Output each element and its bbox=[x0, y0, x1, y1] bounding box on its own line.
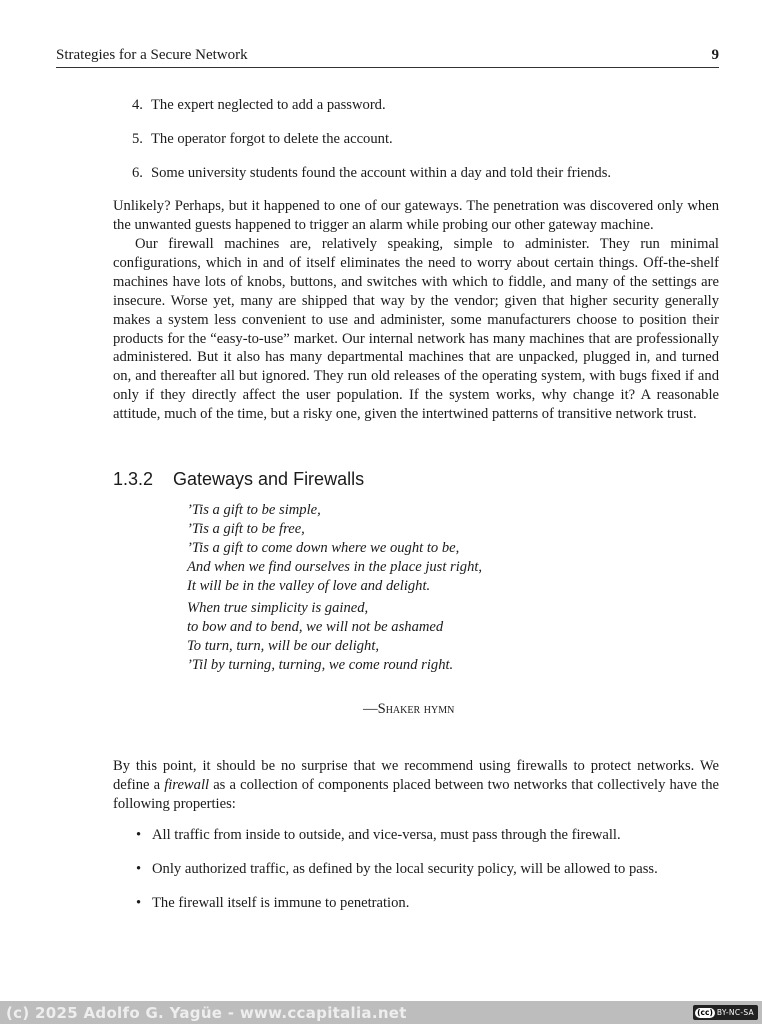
numbered-list-item bbox=[132, 131, 393, 148]
numbered-list-item bbox=[132, 97, 386, 114]
definition-text-before: By this point, it should be no surprise that we recommend using firewalls to protect networks. We define a bbox=[113, 758, 719, 793]
item-number: 6. bbox=[132, 165, 143, 181]
license-label: BY-NC-SA bbox=[716, 1008, 754, 1017]
page-number: 9 bbox=[711, 47, 719, 63]
definition-term: firewall bbox=[164, 776, 210, 793]
running-header bbox=[56, 47, 719, 68]
section-heading bbox=[113, 468, 364, 490]
verse-line: ’Tis a gift to be simple, bbox=[187, 502, 321, 518]
definition-text-after: as a collection of components placed between two networks that collectively have the following properties: bbox=[113, 776, 719, 812]
verse-line: And when we find ourselves in the place just right, bbox=[187, 559, 483, 575]
verse-line: To turn, turn, will be our delight, bbox=[187, 638, 380, 654]
verse-line: ’Tis a gift to be free, bbox=[187, 521, 305, 537]
bullet-icon: • bbox=[136, 895, 142, 911]
bullet-icon: • bbox=[136, 861, 142, 877]
section-title: Gateways and Firewalls bbox=[173, 469, 365, 489]
verse-line: It will be in the valley of love and delight. bbox=[187, 578, 431, 594]
watermark-text: (c) 2025 Adolfo G. Yagüe - www.ccapitalia.net bbox=[6, 1003, 407, 1022]
watermark-bar bbox=[0, 1001, 762, 1024]
numbered-list-item bbox=[132, 165, 611, 182]
bullet-text: Only authorized traffic, as defined by the local security policy, will be allowed to pass. bbox=[152, 861, 658, 877]
item-text: The expert neglected to add a password. bbox=[151, 97, 386, 113]
section-number: 1.3.2 bbox=[113, 469, 154, 489]
attribution-dash: — bbox=[363, 701, 378, 717]
item-number: 4. bbox=[132, 97, 143, 113]
verse-line: ’Til by turning, turning, we come round right. bbox=[187, 657, 454, 673]
verse-line: When true simplicity is gained, bbox=[187, 600, 369, 616]
item-number: 5. bbox=[132, 131, 143, 147]
verse-line: to bow and to bend, we will not be ashamed bbox=[187, 619, 444, 635]
verse-line: ’Tis a gift to come down where we ought to be, bbox=[187, 540, 460, 556]
bullet-item bbox=[136, 826, 621, 844]
paragraph-firewall-definition bbox=[113, 757, 719, 814]
cc-icon: (cc) bbox=[697, 1007, 713, 1017]
attribution-source: Shaker hymn bbox=[377, 701, 455, 717]
cc-license-badge[interactable] bbox=[693, 1005, 758, 1020]
bullet-item bbox=[136, 860, 658, 878]
bullet-text: All traffic from inside to outside, and vice-versa, must pass through the firewall. bbox=[152, 827, 621, 843]
running-title: Strategies for a Secure Network bbox=[56, 47, 248, 63]
paragraph-firewall-machines: Our firewall machines are, relatively speaking, simple to administer. They run minimal configurations, which in and of itself eliminates the need to worry about certain things. Off-the-shelf machines have lots of knobs, buttons, and switches with which to fiddle, and many of the settings are insecure. Worse yet, many are shipped that way by the vendor; given that higher security generally makes a system less convenient to use and administer, some manufacturers choose to position their products for the “easy-to-use” market. Our internal network has many machines that are professionally administered. But it also has many departmental machines that are unpacked, plugged in, and turned on, and thereafter all but ignored. They run old releases of the operating system, with bugs fixed if and only if they directly affect the user population. If the system works, why change it? A reasonable attitude, much of the time, but a risky one, given the intertwined patterns of transitive network trust. bbox=[113, 236, 719, 423]
epigraph-stanza-2 bbox=[187, 599, 453, 675]
bullet-text: The firewall itself is immune to penetration. bbox=[152, 895, 410, 911]
epigraph-stanza-1 bbox=[187, 501, 482, 596]
epigraph-attribution bbox=[363, 700, 454, 719]
paragraph-unlikely: Unlikely? Perhaps, but it happened to one of our gateways. The penetration was discovered only when the unwanted guests happened to trigger an alarm while probing our other gateway machine. bbox=[113, 198, 719, 233]
bullet-item bbox=[136, 894, 409, 912]
bullet-icon: • bbox=[136, 827, 142, 843]
item-text: The operator forgot to delete the account. bbox=[151, 131, 393, 147]
item-text: Some university students found the account within a day and told their friends. bbox=[151, 165, 612, 181]
